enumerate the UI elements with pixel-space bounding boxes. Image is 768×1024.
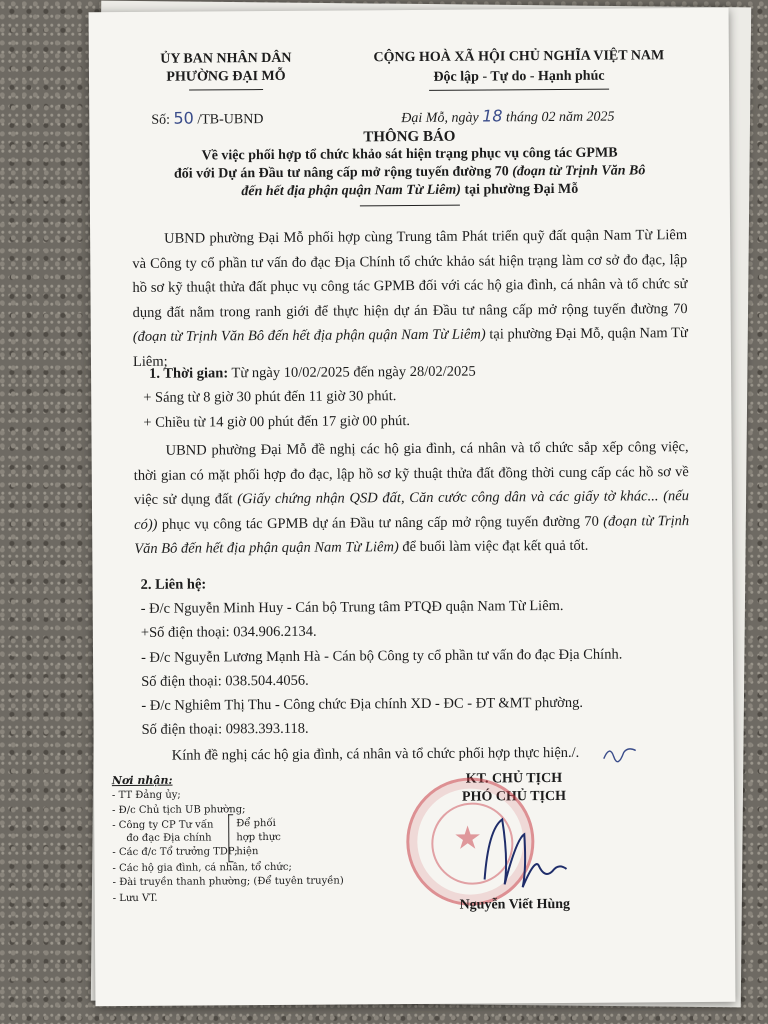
closing-line: Kính đề nghị các hộ gia đình, cá nhân và tổ chức phối hợp thực hiện./.: [171, 744, 580, 764]
document-title: THÔNG BÁO: [363, 128, 456, 146]
recipient-1: - TT Đảng ủy;: [111, 789, 181, 802]
national-title: CỘNG HOÀ XÃ HỘI CHỦ NGHĨA VIỆT NAM: [373, 48, 665, 66]
contact-2: - Đ/c Nguyễn Lương Mạnh Hà - Cán bộ Công ty cổ phần tư vấn đo đạc Địa Chính.: [140, 646, 623, 666]
subject-line2-b: (đoạn từ Trịnh Văn Bô: [512, 163, 646, 180]
contact-heading: 2. Liên hệ:: [140, 576, 207, 593]
para2-mid: phục vụ công tác GPMB dự án Đầu tư nâng cấp mở rộng tuyến đường 70: [161, 513, 599, 533]
date-suffix: tháng 02 năm 2025: [505, 109, 615, 126]
paragraph-1: [132, 223, 688, 374]
recipient-5: - Các hộ gia đình, cá nhân, tổ chức;: [112, 861, 292, 875]
subject-line3-a: đến hết địa phận quận Nam Từ Liêm): [241, 182, 461, 200]
bracket-note-3: hiện: [236, 846, 259, 858]
para1-italic: (đoạn từ Trịnh Văn Bô đến hết địa phận quận Nam Từ Liêm): [132, 326, 486, 346]
recipient-4: - Các đ/c Tổ trưởng TDP;: [112, 846, 238, 859]
subject-line3-b: tại phường Đại Mỗ: [464, 181, 579, 198]
contact-3: - Đ/c Nghiêm Thị Thu - Công chức Địa chính XD - ĐC - ĐT &MT phường.: [141, 694, 583, 714]
agency-name: ỦY BAN NHÂN DÂN: [160, 50, 292, 67]
contact-2-phone: Số điện thoại: 038.504.4056.: [141, 672, 309, 690]
contact-1: - Đ/c Nguyễn Minh Huy - Cán bộ Trung tâm PTQĐ quận Nam Từ Liêm.: [140, 597, 564, 617]
contact-1-phone: +Số điện thoại: 034.906.2134.: [140, 623, 317, 641]
recipients-heading: Nơi nhận:: [111, 773, 173, 788]
para2-tail: để buổi làm việc đạt kết quả tốt.: [402, 538, 589, 556]
contact-3-phone: Số điện thoại: 0983.393.118.: [141, 720, 309, 738]
doc-no-suffix: /TB-UBND: [197, 112, 264, 128]
ward-name: PHƯỜNG ĐẠI MỖ: [166, 68, 286, 85]
recipient-bracket: [228, 814, 233, 862]
title-underline: [360, 205, 460, 207]
para1-tail: tại phường Đại Mỗ, quận Nam Từ Liêm;: [132, 325, 688, 370]
left-underline: [189, 89, 263, 91]
recipient-2: - Đ/c Chủ tịch UB phường;: [112, 804, 246, 817]
para1-text: UBND phường Đại Mỗ phối hợp cùng Trung tâm Phát triển quỹ đất quận Nam Từ Liêm và Công ty cổ phần tư vấn đo đạc Địa Chính tổ chức khảo sát hiện trạng làm cơ sở đo đạc, lập hồ sơ kỹ thuật thửa đất phục vụ công tác GPMB đối với các hộ gia đình, cá nhân và tổ chức sử dụng đất nằm trong ranh giới để thực hiện dự án Đầu tư nâng cấp mở rộng tuyến đường 70: [132, 227, 688, 321]
handwritten-signature: [474, 799, 585, 905]
afternoon-hours: + Chiều từ 14 giờ 00 phút đến 17 giờ 00 phút.: [143, 413, 411, 431]
time-line: [149, 364, 476, 383]
national-motto: Độc lập - Tự do - Hạnh phúc: [433, 68, 605, 85]
signer-role-2: PHÓ CHỦ TỊCH: [461, 788, 567, 805]
para2-text: UBND phường Đại Mỗ đề nghị các hộ gia đình, cá nhân và tổ chức sắp xếp công việc, thời gian có mặt phối hợp đo đạc, lập hồ sơ kỹ thuật thửa đất đồng thời cung cấp các hồ sơ về việc sử dụng đất: [133, 439, 689, 509]
recipient-7: - Lưu VT.: [112, 892, 158, 905]
subject-line2: [90, 163, 730, 183]
doc-no-prefix: Số:: [151, 112, 171, 128]
initials-mark: [602, 742, 638, 768]
time-heading: 1. Thời gian:: [149, 365, 229, 382]
date-prefix: Đại Mỗ, ngày: [401, 110, 479, 127]
bracket-note-2: hợp thực: [236, 831, 281, 844]
time-value: Từ ngày 10/02/2025 đến ngày 28/02/2025: [231, 363, 476, 382]
subject-line3: [90, 181, 730, 201]
signer-name: Nguyễn Viết Hùng: [459, 896, 571, 913]
document-number: [151, 108, 263, 129]
doc-no-handwritten: 50: [173, 108, 194, 128]
date-day-handwritten: 18: [482, 106, 503, 126]
paragraph-2: [134, 435, 690, 562]
recipient-3: - Công ty CP Tư vấn: [112, 819, 214, 832]
recipient-3b: đo đạc Địa chính: [126, 832, 212, 845]
para2-italic-1: (Giấy chứng nhận QSD đất, Căn cước công dân và các giấy tờ khác... (nếu có)): [134, 488, 689, 533]
para2-italic-2: (đoạn từ Trịnh Văn Bô đến hết địa phận quận Nam Từ Liêm): [134, 512, 690, 558]
right-underline: [429, 89, 609, 91]
morning-hours: + Sáng từ 8 giờ 30 phút đến 11 giờ 30 phút.: [143, 388, 397, 406]
subject-line2-a: đối với Dự án Đầu tư nâng cấp mở rộng tuyến đường 70: [173, 164, 509, 182]
document-page: [89, 8, 736, 1006]
signer-role-1: KT. CHỦ TỊCH: [465, 770, 563, 787]
recipient-6: - Đài truyền thanh phường; (Để tuyên truyền): [112, 875, 344, 889]
seal-star-icon: ★: [453, 818, 483, 857]
bracket-note-1: Để phối: [236, 817, 276, 830]
document-date: [401, 106, 614, 127]
subject-line1: Về việc phối hợp tổ chức khảo sát hiện trạng phục vụ công tác GPMB: [201, 145, 618, 164]
